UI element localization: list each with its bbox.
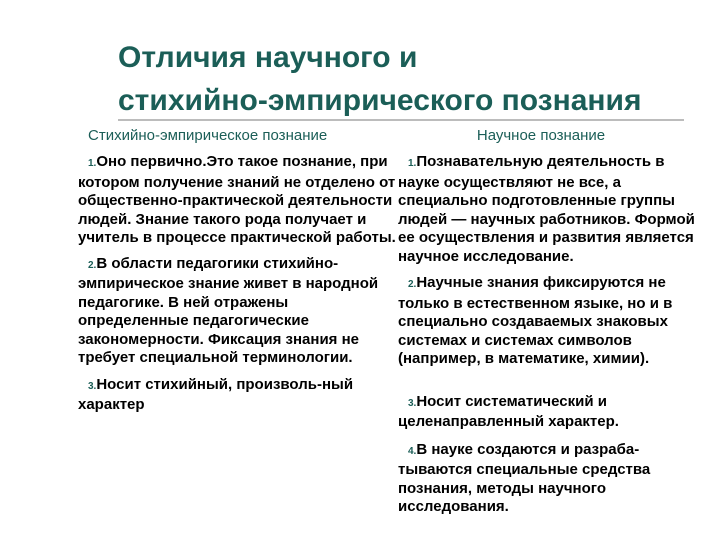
- item-number: 1.: [408, 158, 417, 169]
- empirical-column: [78, 126, 396, 423]
- slide-title: [118, 36, 698, 122]
- title-line-1: Отличия научного и: [118, 41, 418, 74]
- item-number: 3.: [408, 397, 417, 409]
- item-text: Носит систематический и целенаправленный характер.: [398, 392, 619, 430]
- item-text: В области педагогики стихийно-эмпирическое знание живет в народной педагогике. В ней отражены определенные педагогические закономерности. Фиксация знания не требует специальной терминологии.: [78, 254, 379, 366]
- scientific-column: [398, 126, 704, 517]
- item-number: 3.: [88, 380, 97, 392]
- title-line-2: стихийно-эмпирического познания: [118, 84, 642, 117]
- scientific-item-1: [398, 153, 704, 266]
- empirical-item-2: [78, 255, 396, 368]
- item-text: Оно первично.Это такое познание, при котором получение знаний не отделено от общественно-практической деятельности людей. Знание такого рода получает и учитель в процессе практической работы.: [78, 153, 396, 246]
- item-number: 2.: [88, 259, 97, 271]
- empirical-item-1: [78, 153, 396, 248]
- scientific-item-2: [398, 274, 704, 369]
- item-text: Научные знания фиксируются не только в естественном языке, но и в специально создаваемых знаковых системах и системах символов (например, в математике, химии).: [398, 274, 673, 367]
- title-divider: [118, 119, 684, 121]
- scientific-column-header: Научное познание: [476, 127, 606, 144]
- empirical-column-header: Стихийно-эмпирическое познание: [88, 127, 328, 144]
- scientific-item-4: [398, 441, 704, 517]
- item-text: В науке создаются и разраба-тываются специальные средства познания, методы научного исследования.: [398, 440, 651, 515]
- item-text: Познавательную деятельность в науке осуществляют не все, а специально подготовленные группы людей — научных работников. Формой ее осуществления и развития является научное исследование.: [398, 153, 695, 265]
- item-number: 4.: [408, 445, 417, 457]
- item-number: 1.: [88, 158, 97, 169]
- empirical-item-3: [78, 376, 396, 415]
- item-number: 2.: [408, 279, 417, 290]
- item-text: Носит стихийный, произволь-ный характер: [78, 375, 354, 413]
- scientific-item-3: [398, 393, 704, 432]
